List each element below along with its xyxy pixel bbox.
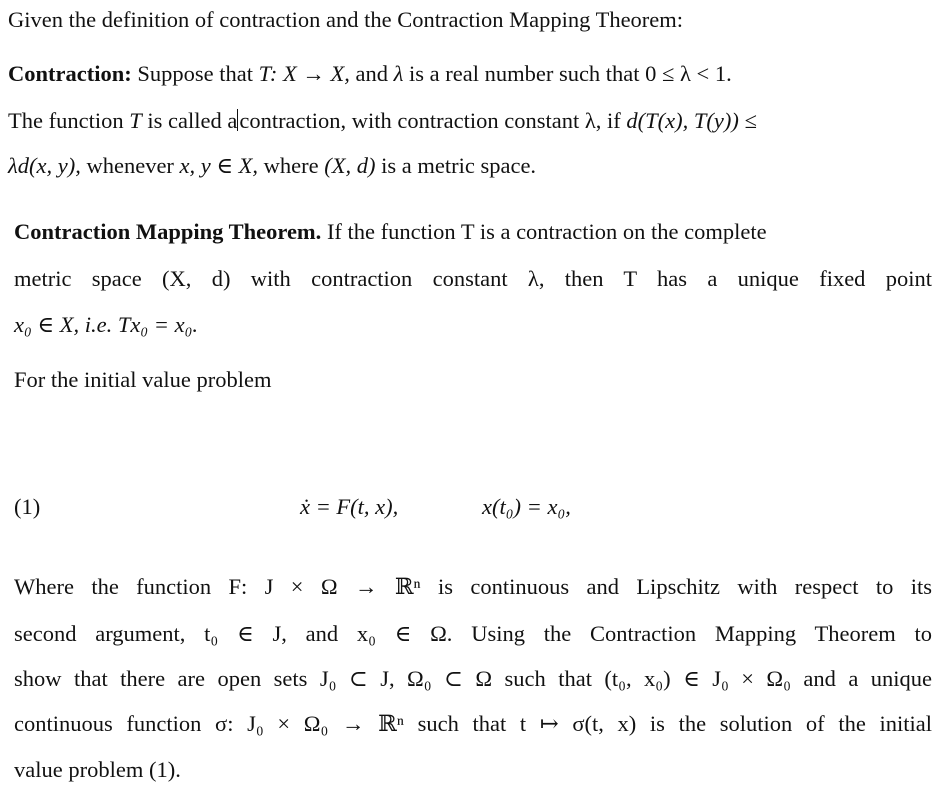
contraction-map: T: X → X, (258, 61, 350, 86)
theorem-line-1 (14, 218, 932, 246)
contraction-line2-a: The function (8, 108, 124, 133)
intro-text: Given the definition of contraction and the Contraction Mapping Theorem: (8, 7, 684, 32)
question-line-1: Where the function F: J × Ω → ℝⁿ is continuous and Lipschitz with respect to its (14, 574, 932, 599)
contraction-line-2 (8, 107, 757, 135)
contraction-label: Contraction: (8, 61, 132, 86)
theorem-line-2: metric space (X, d) with contraction constant λ, then T has a unique fixed point (14, 266, 932, 291)
contraction-line2-math: d(T(x), T(y)) ≤ (626, 108, 757, 133)
question-line-2: second argument, t₀ ∈ J, and x₀ ∈ Ω. Using the Contraction Mapping Theorem to (14, 621, 932, 646)
contraction-line-1 (8, 60, 732, 88)
contraction-line3-f: is a metric space. (381, 153, 537, 178)
equation-number: (1) (14, 494, 41, 519)
theorem-label: Contraction Mapping Theorem. (14, 219, 322, 244)
theorem-line1-text: If the function T is a contraction on the complete (326, 219, 767, 244)
contraction-line3-e: (X, d) (324, 153, 376, 178)
contraction-condition: is a real number such that 0 ≤ λ < 1. (409, 61, 732, 86)
contraction-line-3 (8, 152, 536, 180)
contraction-line2-b: is called a (147, 108, 238, 133)
contraction-line3-math: λd(x, y), (8, 153, 81, 178)
contraction-line2-c: contraction, with contraction constant λ, if (239, 108, 621, 133)
contraction-and: and (355, 61, 388, 86)
ivp-intro: For the initial value problem (14, 367, 272, 392)
contraction-line3-c: x, y ∈ X, (179, 153, 259, 178)
contraction-line3-b: whenever (86, 153, 174, 178)
contraction-line3-d: where (263, 153, 319, 178)
contraction-line2-T: T (129, 108, 142, 133)
question-line-5: value problem (1). (14, 757, 181, 782)
equation-lhs: ẋ = F(t, x), (300, 494, 399, 519)
equation-rhs: x(t₀) = x₀, (482, 494, 571, 519)
question-line-4: continuous function σ: J₀ × Ω₀ → ℝⁿ such that t ↦ σ(t, x) is the solution of the initial (14, 711, 932, 736)
question-line-3: show that there are open sets J₀ ⊂ J, Ω₀ ⊂ Ω such that (t₀, x₀) ∈ J₀ × Ω₀ and a unique (14, 666, 932, 691)
theorem-line-3: x₀ ∈ X, i.e. Tx₀ = x₀. (14, 312, 199, 337)
contraction-text: Suppose that (137, 61, 253, 86)
contraction-lambda: λ (393, 61, 404, 86)
